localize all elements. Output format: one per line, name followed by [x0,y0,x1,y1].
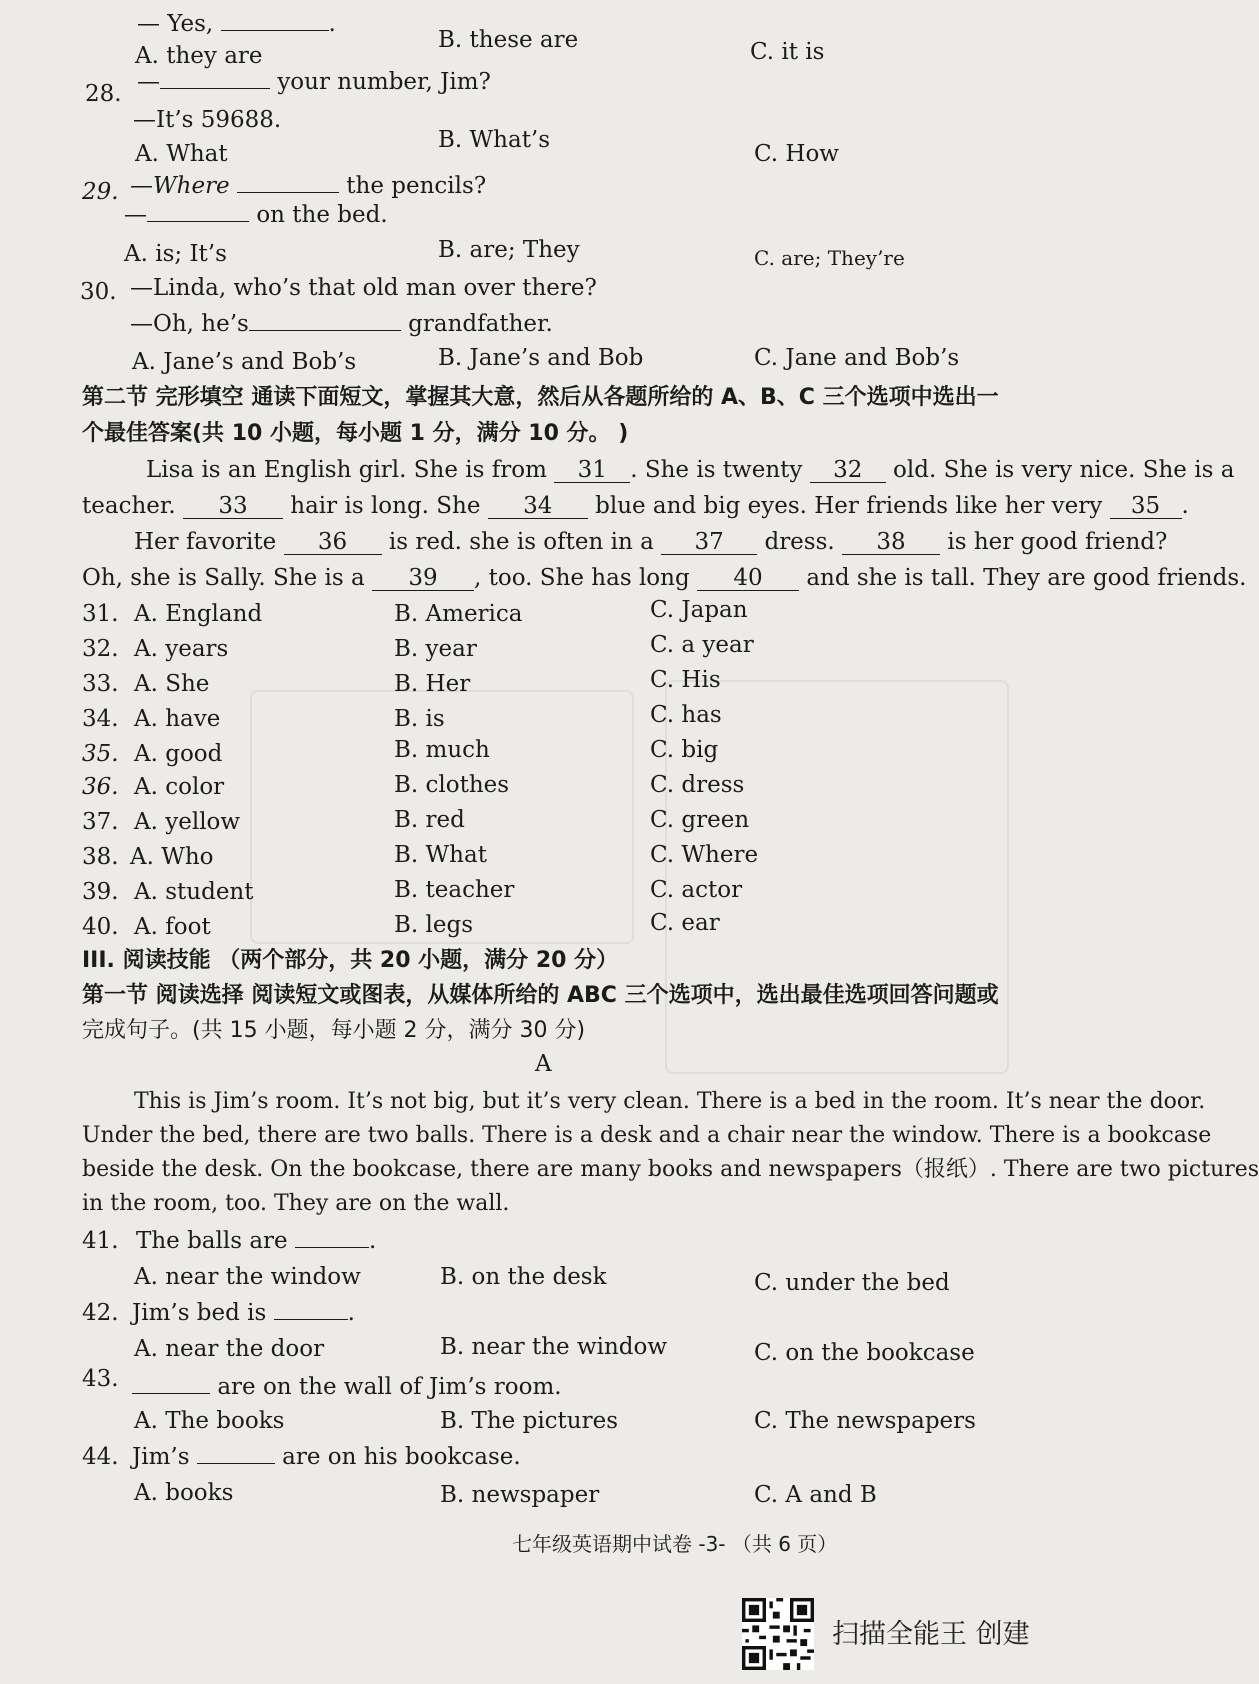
section2-heading-line2: 个最佳答案(共 10 小题，每小题 1 分，满分 10 分。 ) [82,421,629,446]
q41-number: 41. [82,1228,119,1254]
option-a: A. foot [134,914,211,940]
option-row-num: 33. [82,671,119,697]
option-row-num: 31. [82,601,119,627]
option-row-num: 39. [82,879,119,905]
option-b: B. legs [394,912,474,938]
q28-option-a: A. What [135,141,228,167]
q29-answer: — on the bed. [124,202,388,228]
q27-answer: — Yes, . [137,11,336,37]
option-b: B. teacher [394,877,515,903]
option-c: C. dress [650,772,745,798]
q28-number: 28. [85,81,122,107]
option-b: B. is [394,706,445,732]
option-c: C. ear [650,910,720,936]
option-row-num: 34. [82,706,119,732]
passage-line-3: beside the desk. On the bookcase, there are many books and newspapers（报纸）. There are two pictures [82,1157,1259,1182]
option-row-num: 32. [82,636,119,662]
option-a: A. have [134,706,221,732]
q30-question: —Linda, who’s that old man over there? [130,275,597,301]
q27-option-a: A. they are [135,43,263,69]
option-a: A. Who [130,844,214,870]
passage-line-1: This is Jim’s room. It’s not big, but it’s very clean. There is a bed in the room. It’s near the door. [134,1089,1206,1114]
option-b: B. year [394,636,477,662]
option-a: A. color [134,774,225,800]
option-a: A. yellow [134,809,241,835]
q44-number: 44. [82,1444,119,1470]
cloze-line-1: Lisa is an English girl. She is from 31 . She is twenty 32 old. She is very nice. She is a [146,457,1235,483]
passage-line-4: in the room, too. They are on the wall. [82,1191,510,1216]
option-b: B. clothes [394,772,510,798]
option-b: B. red [394,807,465,833]
q29-option-a: A. is; It’s [124,241,227,267]
q44-option-c: C. A and B [754,1482,877,1508]
option-row-num: 40. [82,914,119,940]
option-a: A. student [134,879,254,905]
option-a: A. years [134,636,229,662]
q42-option-a: A. near the door [134,1336,325,1362]
section3-sub-line1: 第一节 阅读选择 阅读短文或图表，从媒体所给的 ABC 三个选项中，选出最佳选项回答问题或 [82,983,999,1008]
q30-number: 30. [80,279,117,305]
option-c: C. Japan [650,597,748,623]
q27-option-b: B. these are [438,27,579,53]
passage-label: A [535,1051,552,1077]
q29-option-b: B. are; They [438,237,580,263]
option-b: B. America [394,601,523,627]
q43-option-c: C. The newspapers [754,1408,976,1434]
q28-option-c: C. How [754,141,839,167]
option-b: B. much [394,737,490,763]
cloze-line-2: teacher. 33 hair is long. She 34 blue and big eyes. Her friends like her very 35 . [82,493,1189,519]
option-a: A. England [134,601,263,627]
qr-code-icon [742,1598,814,1670]
option-row-num: 38. [82,844,119,870]
option-c: C. actor [650,877,743,903]
q44-option-a: A. books [134,1480,234,1506]
option-c: C. a year [650,632,754,658]
q43-option-b: B. The pictures [440,1408,619,1434]
option-b: B. Her [394,671,471,697]
q29-number: 29. [82,179,119,205]
scanner-watermark-label: 扫描全能王 创建 [832,1619,1030,1650]
option-c: C. big [650,737,719,763]
q43-option-a: A. The books [134,1408,285,1434]
q29-question: —Where the pencils? [130,173,487,199]
q41-option-a: A. near the window [134,1264,361,1290]
q30-option-b: B. Jane’s and Bob [438,345,644,371]
option-row-num: 35. [82,741,119,767]
cloze-line-4: Oh, she is Sally. She is a 39 , too. She has long 40 and she is tall. They are good friends. [82,565,1247,591]
option-c: C. Where [650,842,759,868]
option-a: A. She [134,671,210,697]
q41-option-b: B. on the desk [440,1264,607,1290]
q30-answer: —Oh, he’s grandfather. [130,311,553,337]
q42-option-c: C. on the bookcase [754,1340,975,1366]
q27-option-c: C. it is [750,39,825,65]
option-c: C. His [650,667,721,693]
q43-stem: are on the wall of Jim’s room. [132,1373,562,1401]
q29-option-c: C. are; They’re [754,246,905,270]
page-footer: 七年级英语期中试卷 -3- （共 6 页） [512,1532,838,1556]
option-c: C. has [650,702,722,728]
q44-stem: Jim’s are on his bookcase. [132,1444,521,1470]
q42-stem: Jim’s bed is . [132,1300,355,1326]
section3-sub-line2: 完成句子。(共 15 小题，每小题 2 分，满分 30 分) [82,1018,586,1043]
q41-option-c: C. under the bed [754,1270,950,1296]
q30-option-c: C. Jane and Bob’s [754,345,960,371]
option-row-num: 36. [82,774,119,800]
section2-heading-line1: 第二节 完形填空 通读下面短文，掌握其大意，然后从各题所给的 A、B、C 三个选项中选出一 [82,385,999,410]
passage-line-2: Under the bed, there are two balls. There is a desk and a chair near the window. There is a bookcase [82,1123,1212,1148]
option-c: C. green [650,807,750,833]
q42-option-b: B. near the window [440,1334,668,1360]
option-b: B. What [394,842,487,868]
option-row-num: 37. [82,809,119,835]
q28-answer: —It’s 59688. [133,107,282,133]
option-a: A. good [134,741,223,767]
q28-question: — your number, Jim? [137,69,491,95]
q42-number: 42. [82,1300,119,1326]
section3-heading: III. 阅读技能 （两个部分，共 20 小题，满分 20 分） [82,948,619,973]
q30-option-a: A. Jane’s and Bob’s [132,349,357,375]
q44-option-b: B. newspaper [440,1482,600,1508]
q43-number: 43. [82,1366,119,1392]
cloze-line-3: Her favorite 36 is red. she is often in a 37 dress. 38 is her good friend? [134,529,1168,555]
q41-stem: The balls are . [136,1228,377,1254]
q28-option-b: B. What’s [438,127,551,153]
